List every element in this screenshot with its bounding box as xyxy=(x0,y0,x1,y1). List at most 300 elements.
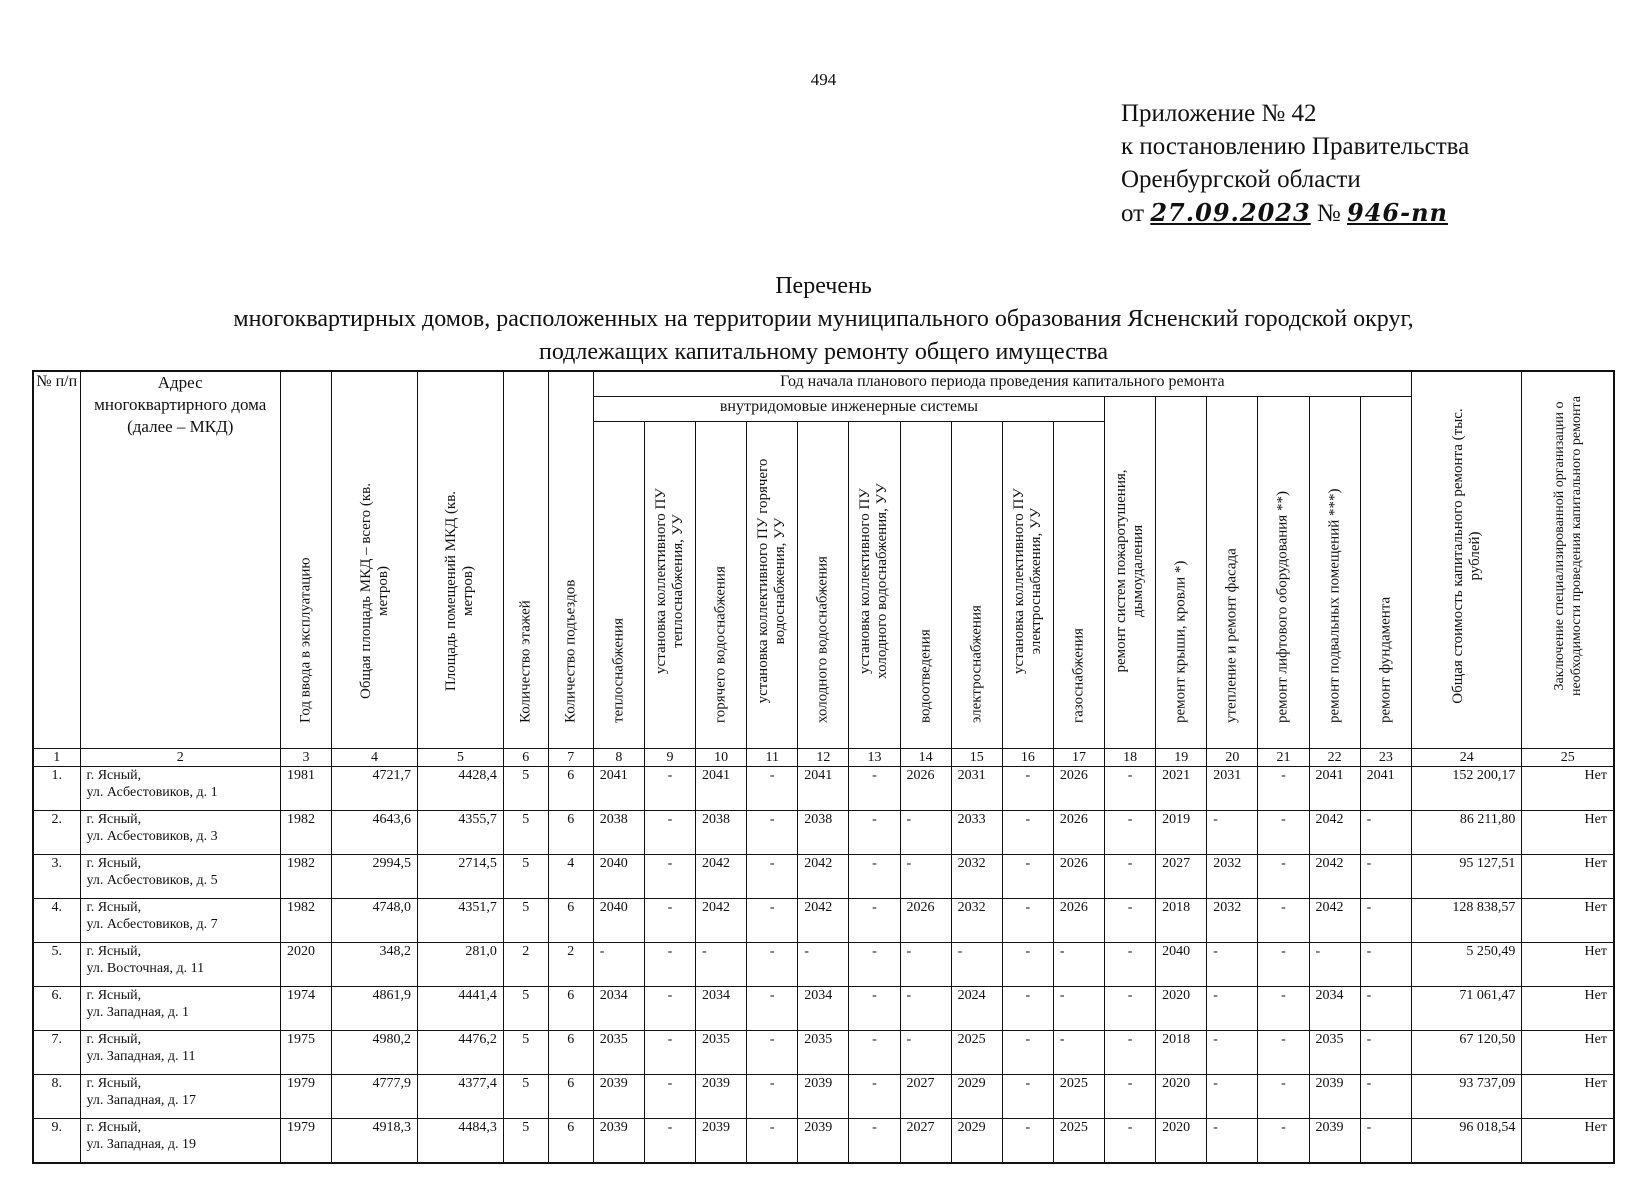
title-line-1: Перечень xyxy=(775,273,872,299)
appendix-line-1: Приложение № 42 xyxy=(1121,100,1317,127)
data-cell: - xyxy=(1360,899,1411,943)
table-row xyxy=(33,1075,1614,1119)
data-cell: 2025 xyxy=(1053,1075,1104,1119)
data-cell: - xyxy=(1360,1031,1411,1075)
data-cell: - xyxy=(1309,943,1360,987)
data-cell: - xyxy=(747,943,798,987)
column-number: 16 xyxy=(1002,749,1053,767)
appendix-block xyxy=(1121,97,1469,230)
data-cell: 5 xyxy=(503,899,548,943)
data-cell: - xyxy=(849,943,900,987)
data-cell: 2033 xyxy=(951,811,1002,855)
header-roof: ремонт крыши, кровли *) xyxy=(1156,397,1207,749)
data-cell: 1975 xyxy=(280,1031,331,1075)
data-cell: 2026 xyxy=(1053,811,1104,855)
header-conclusion: Заключение специализированной организации о необходимости проведения капитального ремонта xyxy=(1522,371,1614,749)
data-cell: - xyxy=(849,987,900,1031)
data-cell: - xyxy=(1002,767,1053,811)
data-cell: 2032 xyxy=(1207,899,1258,943)
data-cell: 2034 xyxy=(798,987,849,1031)
data-cell: 1979 xyxy=(280,1075,331,1119)
data-cell: 6 xyxy=(548,1119,593,1164)
data-cell: - xyxy=(747,899,798,943)
data-cell: 2025 xyxy=(1053,1119,1104,1164)
data-cell: 2018 xyxy=(1156,1031,1207,1075)
table-row xyxy=(33,855,1614,899)
address-cell xyxy=(80,1119,280,1164)
column-number: 18 xyxy=(1105,749,1156,767)
data-cell: 4428,4 xyxy=(417,767,503,811)
data-cell: 2027 xyxy=(1156,855,1207,899)
data-cell: Нет xyxy=(1522,987,1614,1031)
data-cell: - xyxy=(1360,855,1411,899)
data-cell: 93 737,09 xyxy=(1411,1075,1521,1119)
data-cell: - xyxy=(644,943,695,987)
data-cell: 2039 xyxy=(593,1119,644,1164)
data-cell: 2040 xyxy=(593,855,644,899)
document-title xyxy=(0,270,1647,369)
data-cell: 2042 xyxy=(798,899,849,943)
header-heating-meter: установка коллективного ПУ теплоснабжения, УУ xyxy=(644,422,695,749)
data-cell: 2032 xyxy=(951,855,1002,899)
column-number: 13 xyxy=(849,749,900,767)
data-cell: Нет xyxy=(1522,767,1614,811)
data-cell: - xyxy=(849,1031,900,1075)
data-cell: 2035 xyxy=(798,1031,849,1075)
data-cell: 1979 xyxy=(280,1119,331,1164)
data-cell: 2994,5 xyxy=(332,855,418,899)
address-cell xyxy=(80,855,280,899)
column-number: 21 xyxy=(1258,749,1309,767)
data-cell: Нет xyxy=(1522,899,1614,943)
address-cell xyxy=(80,899,280,943)
column-number: 20 xyxy=(1207,749,1258,767)
data-cell: 2025 xyxy=(951,1031,1002,1075)
data-cell: 67 120,50 xyxy=(1411,1031,1521,1075)
header-foundation: ремонт фундамента xyxy=(1360,397,1411,749)
number-prefix: № xyxy=(1316,200,1341,227)
data-cell: - xyxy=(747,1119,798,1164)
data-cell: - xyxy=(644,899,695,943)
data-cell: - xyxy=(1360,1075,1411,1119)
data-cell: - xyxy=(644,1075,695,1119)
data-cell: - xyxy=(593,943,644,987)
data-cell: 71 061,47 xyxy=(1411,987,1521,1031)
column-number: 5 xyxy=(417,749,503,767)
data-cell: - xyxy=(1105,855,1156,899)
data-cell: 4441,4 xyxy=(417,987,503,1031)
address-cell xyxy=(80,767,280,811)
data-cell: 2026 xyxy=(900,899,951,943)
data-cell: 2034 xyxy=(593,987,644,1031)
address-city: г. Ясный, xyxy=(86,768,142,783)
row-number: 4. xyxy=(33,899,80,943)
address-city: г. Ясный, xyxy=(86,900,142,915)
data-cell: - xyxy=(849,899,900,943)
column-number: 17 xyxy=(1053,749,1104,767)
data-cell: 2039 xyxy=(1309,1075,1360,1119)
column-number: 24 xyxy=(1411,749,1521,767)
address-city: г. Ясный, xyxy=(86,988,142,1003)
data-cell: - xyxy=(1105,1119,1156,1164)
data-cell: 5 xyxy=(503,987,548,1031)
data-cell: 1982 xyxy=(280,899,331,943)
data-cell: - xyxy=(1360,811,1411,855)
date-prefix: от xyxy=(1121,200,1145,227)
data-cell: 2019 xyxy=(1156,811,1207,855)
data-cell: Нет xyxy=(1522,1075,1614,1119)
header-year-built: Год ввода в эксплуатацию xyxy=(280,371,331,749)
data-cell: 4355,7 xyxy=(417,811,503,855)
data-cell: 4351,7 xyxy=(417,899,503,943)
data-cell: - xyxy=(849,1075,900,1119)
data-cell: 128 838,57 xyxy=(1411,899,1521,943)
data-cell: - xyxy=(1207,943,1258,987)
address-street: ул. Асбестовиков, д. 7 xyxy=(86,917,218,932)
data-cell: 2041 xyxy=(1360,767,1411,811)
header-basement: ремонт подвальных помещений ***) xyxy=(1309,397,1360,749)
data-cell: - xyxy=(1258,987,1309,1031)
data-cell: 2042 xyxy=(696,855,747,899)
data-cell: 2032 xyxy=(1207,855,1258,899)
data-cell: - xyxy=(798,943,849,987)
data-cell: 6 xyxy=(548,1031,593,1075)
data-cell: - xyxy=(747,987,798,1031)
data-cell: 2041 xyxy=(593,767,644,811)
appendix-date-line xyxy=(1121,196,1469,230)
data-cell: - xyxy=(849,767,900,811)
address-city: г. Ясный, xyxy=(86,856,142,871)
data-cell: 2027 xyxy=(900,1119,951,1164)
data-cell: - xyxy=(1053,987,1104,1031)
table-row xyxy=(33,811,1614,855)
data-cell: - xyxy=(747,811,798,855)
header-number: № п/п xyxy=(33,371,80,749)
data-cell: 2018 xyxy=(1156,899,1207,943)
data-cell: 2041 xyxy=(1309,767,1360,811)
address-street: ул. Западная, д. 11 xyxy=(86,1049,196,1064)
data-cell: 4918,3 xyxy=(332,1119,418,1164)
row-number: 8. xyxy=(33,1075,80,1119)
data-cell: Нет xyxy=(1522,811,1614,855)
header-total-cost: Общая стоимость капитального ремонта (тыс. рублей) xyxy=(1411,371,1521,749)
data-cell: - xyxy=(1002,1075,1053,1119)
data-cell: 2039 xyxy=(1309,1119,1360,1164)
header-plan-period: Год начала планового периода проведения капитального ремонта xyxy=(593,371,1411,397)
data-cell: 2029 xyxy=(951,1075,1002,1119)
header-hot-water-meter: установка коллективного ПУ горячего водоснабжения, УУ xyxy=(747,422,798,749)
data-cell: - xyxy=(1105,987,1156,1031)
data-cell: - xyxy=(1002,1119,1053,1164)
data-cell: - xyxy=(644,1119,695,1164)
column-number: 7 xyxy=(548,749,593,767)
data-cell: - xyxy=(1002,1031,1053,1075)
data-cell: 2026 xyxy=(1053,855,1104,899)
header-cold-water: холодного водоснабжения xyxy=(798,422,849,749)
handwritten-number: 946-пп xyxy=(1347,198,1448,227)
data-cell: 6 xyxy=(548,811,593,855)
data-cell: 4861,9 xyxy=(332,987,418,1031)
data-cell: 152 200,17 xyxy=(1411,767,1521,811)
data-cell: 6 xyxy=(548,1075,593,1119)
data-cell: - xyxy=(1258,1031,1309,1075)
data-cell: 2040 xyxy=(1156,943,1207,987)
data-cell: - xyxy=(900,855,951,899)
column-number: 25 xyxy=(1522,749,1614,767)
address-cell xyxy=(80,943,280,987)
column-number: 3 xyxy=(280,749,331,767)
data-cell: - xyxy=(644,987,695,1031)
data-cell: - xyxy=(900,987,951,1031)
data-cell: 4777,9 xyxy=(332,1075,418,1119)
table-row xyxy=(33,943,1614,987)
data-cell: - xyxy=(849,1119,900,1164)
data-cell: - xyxy=(1002,987,1053,1031)
data-cell: 2042 xyxy=(1309,855,1360,899)
data-cell: 2039 xyxy=(798,1119,849,1164)
data-cell: 4476,2 xyxy=(417,1031,503,1075)
header-total-area: Общая площадь МКД – всего (кв. метров) xyxy=(332,371,418,749)
data-cell: - xyxy=(747,855,798,899)
data-cell: 2020 xyxy=(1156,987,1207,1031)
data-cell: 2039 xyxy=(593,1075,644,1119)
header-premises-area: Площадь помещений МКД (кв. метров) xyxy=(417,371,503,749)
column-number: 2 xyxy=(80,749,280,767)
data-cell: - xyxy=(1258,1075,1309,1119)
data-cell: - xyxy=(1360,943,1411,987)
data-cell: - xyxy=(1258,855,1309,899)
data-cell: - xyxy=(644,1031,695,1075)
data-cell: 2035 xyxy=(593,1031,644,1075)
data-cell: Нет xyxy=(1522,855,1614,899)
data-cell: - xyxy=(900,811,951,855)
data-cell: 2042 xyxy=(798,855,849,899)
data-cell: 2714,5 xyxy=(417,855,503,899)
row-number: 9. xyxy=(33,1119,80,1164)
data-cell: 1981 xyxy=(280,767,331,811)
header-cold-water-meter: установка коллективного ПУ холодного водоснабжения, УУ xyxy=(849,422,900,749)
address-street: ул. Асбестовиков, д. 5 xyxy=(86,873,218,888)
data-cell: 2039 xyxy=(696,1075,747,1119)
address-city: г. Ясный, xyxy=(86,944,142,959)
data-cell: 95 127,51 xyxy=(1411,855,1521,899)
address-street: ул. Асбестовиков, д. 1 xyxy=(86,785,218,800)
column-number: 11 xyxy=(747,749,798,767)
address-street: ул. Асбестовиков, д. 3 xyxy=(86,829,218,844)
data-cell: 2026 xyxy=(900,767,951,811)
data-cell: - xyxy=(644,767,695,811)
data-cell: - xyxy=(644,855,695,899)
data-cell: 2031 xyxy=(951,767,1002,811)
address-street: ул. Восточная, д. 11 xyxy=(86,961,205,976)
data-cell: 5 xyxy=(503,855,548,899)
address-city: г. Ясный, xyxy=(86,812,142,827)
data-cell: Нет xyxy=(1522,943,1614,987)
data-cell: 2041 xyxy=(696,767,747,811)
data-cell: 86 211,80 xyxy=(1411,811,1521,855)
data-cell: - xyxy=(1105,1031,1156,1075)
data-cell: 2038 xyxy=(798,811,849,855)
data-cell: - xyxy=(747,1075,798,1119)
header-heating: теплоснабжения xyxy=(593,422,644,749)
header-electricity-meter: установка коллективного ПУ электроснабжения, УУ xyxy=(1002,422,1053,749)
address-city: г. Ясный, xyxy=(86,1120,142,1135)
data-cell: 2041 xyxy=(798,767,849,811)
data-cell: - xyxy=(747,1031,798,1075)
table-row xyxy=(33,1119,1614,1164)
header-engineering-systems: внутридомовые инженерные системы xyxy=(593,397,1104,422)
data-cell: 2035 xyxy=(1309,1031,1360,1075)
header-drainage: водоотведения xyxy=(900,422,951,749)
data-cell: 2026 xyxy=(1053,767,1104,811)
data-cell: 2034 xyxy=(696,987,747,1031)
data-cell: - xyxy=(1053,1031,1104,1075)
title-line-2: многоквартирных домов, расположенных на территории муниципального образования Ясненский городской округ, xyxy=(233,306,1414,332)
data-cell: 2039 xyxy=(696,1119,747,1164)
data-cell: 2031 xyxy=(1207,767,1258,811)
row-number: 1. xyxy=(33,767,80,811)
repair-table xyxy=(32,370,1615,1164)
data-cell: 2020 xyxy=(1156,1119,1207,1164)
data-cell: - xyxy=(1207,811,1258,855)
data-cell: 5 xyxy=(503,1075,548,1119)
data-cell: 4 xyxy=(548,855,593,899)
data-cell: - xyxy=(1258,943,1309,987)
data-cell: - xyxy=(1258,767,1309,811)
address-street: ул. Западная, д. 1 xyxy=(86,1005,190,1020)
data-cell: - xyxy=(1105,811,1156,855)
column-number: 4 xyxy=(332,749,418,767)
row-number: 5. xyxy=(33,943,80,987)
data-cell: - xyxy=(1360,1119,1411,1164)
handwritten-date: 27.09.2023 xyxy=(1150,198,1311,227)
header-facade: утепление и ремонт фасада xyxy=(1207,397,1258,749)
row-number: 2. xyxy=(33,811,80,855)
data-cell: 2020 xyxy=(1156,1075,1207,1119)
data-cell: - xyxy=(1105,767,1156,811)
table-row xyxy=(33,987,1614,1031)
table-row xyxy=(33,899,1614,943)
column-number: 8 xyxy=(593,749,644,767)
header-hot-water: горячего водоснабжения xyxy=(696,422,747,749)
row-number: 7. xyxy=(33,1031,80,1075)
data-cell: 2042 xyxy=(1309,811,1360,855)
data-cell: 6 xyxy=(548,899,593,943)
data-cell: 2038 xyxy=(696,811,747,855)
data-cell: 2042 xyxy=(1309,899,1360,943)
data-cell: - xyxy=(900,1031,951,1075)
address-city: г. Ясный, xyxy=(86,1076,142,1091)
data-cell: 5 xyxy=(503,1031,548,1075)
data-cell: - xyxy=(849,811,900,855)
data-cell: - xyxy=(1105,1075,1156,1119)
data-cell: 2040 xyxy=(593,899,644,943)
address-city: г. Ясный, xyxy=(86,1032,142,1047)
header-entrances: Количество подъездов xyxy=(548,371,593,749)
appendix-line-3: Оренбургской области xyxy=(1121,166,1361,193)
data-cell: 2027 xyxy=(900,1075,951,1119)
table-row xyxy=(33,767,1614,811)
data-cell: 1982 xyxy=(280,811,331,855)
data-cell: - xyxy=(1002,899,1053,943)
address-street: ул. Западная, д. 17 xyxy=(86,1093,197,1108)
data-cell: 348,2 xyxy=(332,943,418,987)
data-cell: - xyxy=(1258,899,1309,943)
data-cell: 5 xyxy=(503,1119,548,1164)
data-cell: 2032 xyxy=(951,899,1002,943)
data-cell: - xyxy=(1053,943,1104,987)
data-cell: - xyxy=(1360,987,1411,1031)
data-cell: 2026 xyxy=(1053,899,1104,943)
header-floors: Количество этажей xyxy=(503,371,548,749)
address-cell xyxy=(80,1075,280,1119)
data-cell: 5 xyxy=(503,767,548,811)
page-number: 494 xyxy=(810,70,837,89)
data-cell: - xyxy=(1207,1031,1258,1075)
data-cell: 5 xyxy=(503,811,548,855)
header-fire-systems: ремонт систем пожаротушения, дымоудаления xyxy=(1105,397,1156,749)
data-cell: - xyxy=(747,767,798,811)
data-cell: 4643,6 xyxy=(332,811,418,855)
data-cell: - xyxy=(1207,987,1258,1031)
column-number: 22 xyxy=(1309,749,1360,767)
data-cell: 2 xyxy=(503,943,548,987)
row-number: 3. xyxy=(33,855,80,899)
header-electricity: электроснабжения xyxy=(951,422,1002,749)
column-number: 9 xyxy=(644,749,695,767)
column-number: 10 xyxy=(696,749,747,767)
appendix-line-2: к постановлению Правительства xyxy=(1121,133,1470,160)
data-cell: - xyxy=(1002,811,1053,855)
data-cell: - xyxy=(849,855,900,899)
data-cell: 2039 xyxy=(798,1075,849,1119)
data-cell: 96 018,54 xyxy=(1411,1119,1521,1164)
data-cell: 2042 xyxy=(696,899,747,943)
data-cell: 2034 xyxy=(1309,987,1360,1031)
column-number: 23 xyxy=(1360,749,1411,767)
address-cell xyxy=(80,1031,280,1075)
data-cell: - xyxy=(1002,943,1053,987)
data-cell: - xyxy=(1105,943,1156,987)
column-number: 15 xyxy=(951,749,1002,767)
data-cell: 2024 xyxy=(951,987,1002,1031)
data-cell: 281,0 xyxy=(417,943,503,987)
column-number: 14 xyxy=(900,749,951,767)
data-cell: 2020 xyxy=(280,943,331,987)
data-cell: - xyxy=(900,943,951,987)
data-cell: - xyxy=(644,811,695,855)
data-cell: Нет xyxy=(1522,1031,1614,1075)
data-cell: 4484,3 xyxy=(417,1119,503,1164)
data-cell: 4721,7 xyxy=(332,767,418,811)
data-cell: - xyxy=(1105,899,1156,943)
column-number: 6 xyxy=(503,749,548,767)
column-number: 12 xyxy=(798,749,849,767)
row-number: 6. xyxy=(33,987,80,1031)
data-cell: 2 xyxy=(548,943,593,987)
address-cell xyxy=(80,811,280,855)
table-row xyxy=(33,1031,1614,1075)
data-cell: 5 250,49 xyxy=(1411,943,1521,987)
address-street: ул. Западная, д. 19 xyxy=(86,1137,197,1152)
data-cell: 4748,0 xyxy=(332,899,418,943)
data-cell: - xyxy=(696,943,747,987)
data-cell: - xyxy=(1207,1075,1258,1119)
data-cell: - xyxy=(1002,855,1053,899)
data-cell: Нет xyxy=(1522,1119,1614,1164)
data-cell: 4980,2 xyxy=(332,1031,418,1075)
address-cell xyxy=(80,987,280,1031)
